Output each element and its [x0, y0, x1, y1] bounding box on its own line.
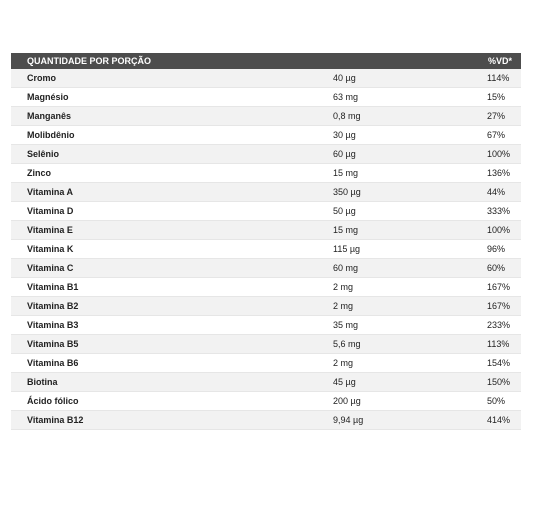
nutrient-name: Cromo — [27, 73, 56, 83]
table-row — [11, 297, 521, 316]
nutrient-name: Vitamina A — [27, 187, 74, 197]
nutrient-amount: 200 µg — [333, 396, 361, 406]
nutrient-amount: 15 mg — [333, 168, 359, 178]
table-row — [11, 107, 521, 126]
nutrient-vd: 333% — [487, 206, 511, 216]
nutrient-name: Magnésio — [27, 92, 69, 102]
table-header — [11, 53, 521, 69]
nutrient-vd: 167% — [487, 282, 511, 292]
table-row — [11, 88, 521, 107]
nutrient-vd: 233% — [487, 320, 511, 330]
nutrient-vd: 113% — [487, 339, 510, 349]
nutrient-vd: 100% — [487, 225, 511, 235]
nutrient-name: Vitamina E — [27, 225, 73, 235]
table-row — [11, 240, 521, 259]
nutrient-amount: 60 µg — [333, 149, 356, 159]
nutrient-name: Vitamina B1 — [27, 282, 79, 292]
table-row — [11, 316, 521, 335]
nutrient-amount: 60 mg — [333, 263, 359, 273]
table-row — [11, 221, 521, 240]
nutrient-name: Ácido fólico — [27, 396, 79, 406]
table-row — [11, 183, 521, 202]
nutrient-amount: 30 µg — [333, 130, 356, 140]
nutrient-vd: 136% — [487, 168, 511, 178]
nutrient-amount: 2 mg — [333, 358, 354, 368]
nutrient-name: Zinco — [27, 168, 51, 178]
table-row — [11, 373, 521, 392]
table-row — [11, 335, 521, 354]
nutrient-name: Vitamina B5 — [27, 339, 79, 349]
table-row — [11, 259, 521, 278]
table-row — [11, 278, 521, 297]
nutrient-vd: 15% — [487, 92, 506, 102]
nutrient-vd: 27% — [487, 111, 506, 121]
nutrient-amount: 63 mg — [333, 92, 359, 102]
nutrient-vd: 44% — [487, 187, 506, 197]
table-row — [11, 145, 521, 164]
nutrient-vd: 60% — [487, 263, 506, 273]
table-row — [11, 411, 521, 430]
nutrient-name: Vitamina B6 — [27, 358, 79, 368]
nutrient-name: Vitamina D — [27, 206, 74, 216]
nutrient-amount: 45 µg — [333, 377, 356, 387]
nutrient-vd: 100% — [487, 149, 511, 159]
nutrient-name: Vitamina B12 — [27, 415, 84, 425]
nutrient-vd: 150% — [487, 377, 511, 387]
table-row — [11, 164, 521, 183]
nutrient-name: Vitamina B3 — [27, 320, 79, 330]
nutrient-vd: 67% — [487, 130, 506, 140]
nutrient-amount: 0,8 mg — [333, 111, 361, 121]
nutrition-table — [11, 53, 521, 430]
nutrient-vd: 50% — [487, 396, 506, 406]
nutrient-amount: 9,94 µg — [333, 415, 364, 425]
table-row — [11, 354, 521, 373]
table-row — [11, 126, 521, 145]
nutrient-amount: 2 mg — [333, 301, 354, 311]
nutrient-vd: 154% — [487, 358, 511, 368]
nutrient-name: Molibdênio — [27, 130, 75, 140]
nutrient-amount: 50 µg — [333, 206, 356, 216]
nutrient-name: Biotina — [27, 377, 58, 387]
table-body — [11, 69, 521, 430]
nutrient-name: Vitamina C — [27, 263, 74, 273]
nutrient-name: Manganês — [27, 111, 72, 121]
table-row — [11, 202, 521, 221]
table-row — [11, 69, 521, 88]
nutrient-name: Selênio — [27, 149, 60, 159]
nutrient-vd: 167% — [487, 301, 511, 311]
nutrient-amount: 350 µg — [333, 187, 361, 197]
nutrient-vd: 114% — [487, 73, 510, 83]
nutrient-vd: 96% — [487, 244, 506, 254]
nutrient-name: Vitamina B2 — [27, 301, 79, 311]
header-title: QUANTIDADE POR PORÇÃO — [27, 56, 152, 66]
table-row — [11, 392, 521, 411]
nutrient-amount: 40 µg — [333, 73, 356, 83]
nutrient-amount: 115 µg — [333, 244, 361, 254]
header-vd: %VD* — [488, 56, 513, 66]
nutrient-vd: 414% — [487, 415, 511, 425]
nutrient-amount: 2 mg — [333, 282, 354, 292]
nutrient-name: Vitamina K — [27, 244, 74, 254]
nutrient-amount: 15 mg — [333, 225, 359, 235]
nutrient-amount: 5,6 mg — [333, 339, 361, 349]
nutrient-amount: 35 mg — [333, 320, 359, 330]
